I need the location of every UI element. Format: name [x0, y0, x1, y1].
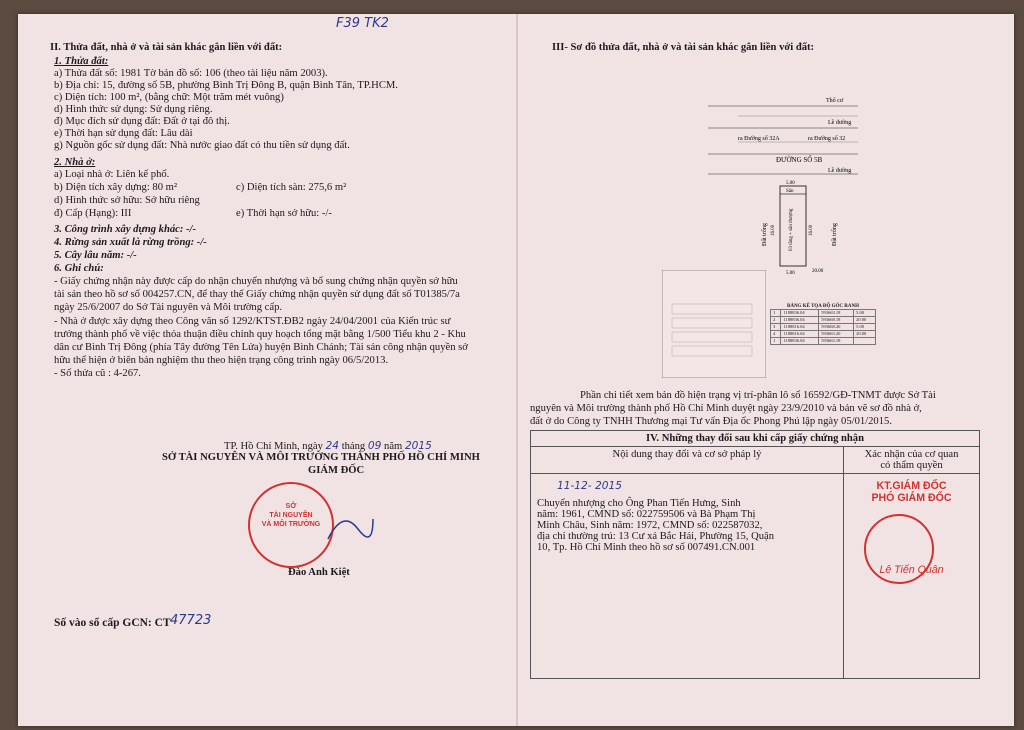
approval-stamp [864, 514, 934, 584]
cell: 4 [771, 331, 781, 338]
table-row [771, 317, 876, 324]
authority-name: SỞ TÀI NGUYÊN VÀ MÔI TRƯỜNG THÀNH PHỐ HỒ CHÍ MINH [162, 452, 480, 463]
signer-name: Đào Anh Kiệt [288, 567, 350, 578]
reference-line: Phần chi tiết xem bản đồ hiện trạng vị trí-phân lô số 16592/GĐ-TNMT được Sở Tài [580, 390, 936, 401]
table-row [771, 310, 876, 317]
cell: 2 [771, 317, 781, 324]
changes-table [530, 430, 980, 679]
fold-line [516, 14, 518, 726]
change-line: Chuyển nhượng cho Ông Phan Tiến Hưng, Sinh [537, 498, 741, 509]
ownership-term: e) Thời hạn sở hữu: -/- [236, 208, 332, 219]
note-line: dân cư Bình Trị Đông (phía Tây đường Tên Lửa) huyện Bình Chánh; Tài sản công nhận quyền sở [54, 342, 468, 353]
floor-area: c) Diện tích sàn: 275,6 m² [236, 182, 347, 193]
land-line: c) Diện tích: 100 m², (bằng chữ: Một trăm mét vuông) [54, 92, 284, 103]
table-row [771, 324, 876, 331]
change-line: Minh Châu, Sinh năm: 1972, CMND số: 022587032, [537, 520, 763, 531]
cell: 593663.18 [819, 338, 854, 345]
land-line: d) Hình thức sử dụng: Sử dụng riêng. [54, 104, 213, 115]
stamp-line: VÀ MÔI TRƯỜNG [261, 521, 321, 528]
house-heading: 2. Nhà ở: [54, 157, 96, 168]
land-heading: 1. Thửa đất: [54, 56, 109, 67]
land-line: e) Thời hạn sử dụng đất: Lâu dài [54, 128, 193, 139]
road-32-label: ra Đường số 32 [808, 136, 846, 142]
signature-scribble [318, 499, 378, 559]
change-certification [844, 474, 980, 679]
land-line: a) Thửa đất số: 1981 Tờ bản đồ số: 106 (theo tài liệu năm 2003). [54, 68, 328, 79]
col-header-line: có thẩm quyền [880, 460, 943, 471]
table-row [771, 331, 876, 338]
cell: 1 [771, 310, 781, 317]
house-type: a) Loại nhà ở: Liên kế phố. [54, 169, 170, 180]
side-label: Đất trống [762, 223, 768, 246]
note-line: - Giấy chứng nhận này được cấp do nhận chuyển nhượng và bổ sung chứng nhận quyền sở hữu [54, 276, 458, 287]
site-diagram [708, 76, 858, 276]
notes-heading: 6. Ghi chú: [54, 263, 104, 274]
section-iii-title: III- Sơ đồ thửa đất, nhà ở và tài sản khác gắn liền với đất: [552, 42, 815, 53]
cell: 1188816.04 [781, 324, 819, 331]
table-row [531, 474, 980, 679]
construction-line: 3. Công trình xây dựng khác: -/- [54, 224, 197, 235]
width-top: 5.00 [786, 181, 795, 186]
length-left: 16.00 [771, 224, 776, 236]
sign-month-label: tháng [341, 441, 366, 452]
land-line: b) Địa chỉ: 15, đường số 5B, phường Bình Trị Đông B, quận Bình Tân, TP.HCM. [54, 80, 398, 91]
ownership-form: d) Hình thức sở hữu: Sở hữu riêng [54, 195, 200, 206]
table-row [531, 447, 980, 474]
director-title: GIÁM ĐỐC [308, 465, 365, 476]
section-ii-title: II. Thửa đất, nhà ở và tài sản khác gắn liền với đất: [50, 42, 283, 53]
length-right: 16.00 [809, 224, 814, 236]
registry-label: Số vào sổ cấp GCN: CT [54, 617, 171, 629]
land-line: đ) Mục đích sử dụng đất: Đất ở tại đô thị. [54, 116, 230, 127]
note-line: - Nhà ở được xây dựng theo Công văn số 1292/KTST.ĐB2 ngày 24/04/2001 của Kiến trúc sư [54, 316, 451, 327]
cell: 1188836.04 [781, 310, 819, 317]
sign-year: 2015 [404, 440, 432, 452]
cell: 1188816.04 [781, 331, 819, 338]
cell: 593663.20 [819, 331, 854, 338]
sign-day: 24 [325, 440, 340, 452]
change-date: 11-12- 2015 [557, 480, 622, 492]
note-line: trưởng thành phố về việc thỏa thuận điều chỉnh quy hoạch tổng mặt bằng 1/500 Tiểu khu 2 - Khu [54, 329, 466, 340]
house-grade: đ) Cấp (Hạng): III [54, 208, 132, 219]
road-5b-label: ĐƯỜNG SỐ 5B [776, 156, 823, 164]
sign-year-label: năm [384, 441, 403, 452]
reference-line: đất ở do Công ty TNHH Thương mại Tư vấn Địa ốc Phong Phú lập ngày 05/01/2015. [530, 416, 892, 427]
cell: 5.00 [854, 310, 876, 317]
perennial-line: 5. Cây lâu năm: -/- [54, 250, 137, 261]
cell: 1188836.04 [781, 317, 819, 324]
note-line: ngày 25/6/2007 do Sở Tài nguyên và Môi trường cấp. [54, 302, 283, 313]
cell: 20.00 [854, 331, 876, 338]
cell: 5.00 [854, 324, 876, 331]
road-32a-label: ra Đường số 32A [738, 136, 780, 142]
cell: 1188836.04 [781, 338, 819, 345]
side-label-2: Đất trống [832, 223, 838, 246]
note-line: - Số thửa cũ : 4-267. [54, 368, 141, 379]
cell: 20.00 [854, 317, 876, 324]
coordinate-table [770, 304, 876, 345]
note-line: tài sản theo hồ sơ số 004257.CN, để thay thế Giấy chứng nhận quyền sử dụng đất số T01385/7a [54, 289, 460, 300]
table-row [531, 431, 980, 447]
change-line: 10, Tp. Hồ Chí Minh theo hồ sơ số 007491.CN.001 [537, 542, 756, 553]
location-map [662, 270, 766, 378]
table-row [771, 338, 876, 345]
north-label: Thổ cư [826, 98, 844, 104]
forest-line: 4. Rừng sản xuất là rừng trồng: -/- [54, 237, 207, 248]
col-header: Nội dung thay đổi và cơ sở pháp lý [531, 447, 844, 474]
sign-title: PHÓ GIÁM ĐỐC [871, 492, 952, 504]
stamp-line: TÀI NGUYÊN [269, 512, 313, 519]
changes-title: IV. Những thay đổi sau khi cấp giấy chứng nhận [531, 431, 980, 447]
change-line: năm: 1961, CMND số: 022759506 và Bà Phạm Thị [537, 509, 756, 520]
yard-label: Sân [786, 189, 794, 194]
change-signer: Lê Tiến Quân [879, 564, 944, 576]
sign-month: 09 [367, 440, 382, 452]
width-bottom: 5.00 [786, 271, 795, 276]
coord-title: BẢNG KÊ TỌA ĐỘ GÓC RANH [787, 304, 859, 309]
house-area: b) Diện tích xây dựng: 80 m² [54, 182, 178, 193]
folio-mark: F39 TK2 [336, 16, 389, 31]
reference-line: nguyên và Môi trường thành phố Hồ Chí Minh duyệt ngày 23/9/2010 và bản vẽ sơ đồ nhà ở, [530, 403, 922, 414]
sign-title: KT.GIÁM ĐỐC [876, 480, 947, 492]
registry-number: 47723 [170, 613, 212, 628]
cell: 593663.18 [819, 310, 854, 317]
col-header [844, 447, 980, 474]
cell: 593668.18 [819, 317, 854, 324]
length-total: 20.00 [812, 269, 824, 274]
sign-place: TP. Hồ Chí Minh, ngày [224, 441, 323, 452]
certificate-page [18, 14, 1014, 726]
house-label: 03 tầng + sân thượng [789, 208, 794, 251]
change-content [531, 474, 844, 679]
land-line: g) Nguồn gốc sử dụng đất: Nhà nước giao đất có thu tiền sử dụng đất. [54, 140, 350, 151]
note-line: hữu thể hiện ở biên bản nghiệm thu theo hiện trạng công trình ngày 06/5/2013. [54, 355, 389, 366]
cell: 1 [771, 338, 781, 345]
stamp-line: SỞ [285, 503, 297, 510]
col-header-line: Xác nhận của cơ quan [864, 449, 959, 460]
cell: 3 [771, 324, 781, 331]
curb-label: Lề đường [828, 120, 852, 126]
curb-label-2: Lề đường [828, 168, 852, 174]
cell: 593668.20 [819, 324, 854, 331]
cell [854, 338, 876, 345]
change-line: địa chỉ thường trú: 13 Cư xá Bắc Hải, Phường 15, Quận [537, 531, 775, 542]
